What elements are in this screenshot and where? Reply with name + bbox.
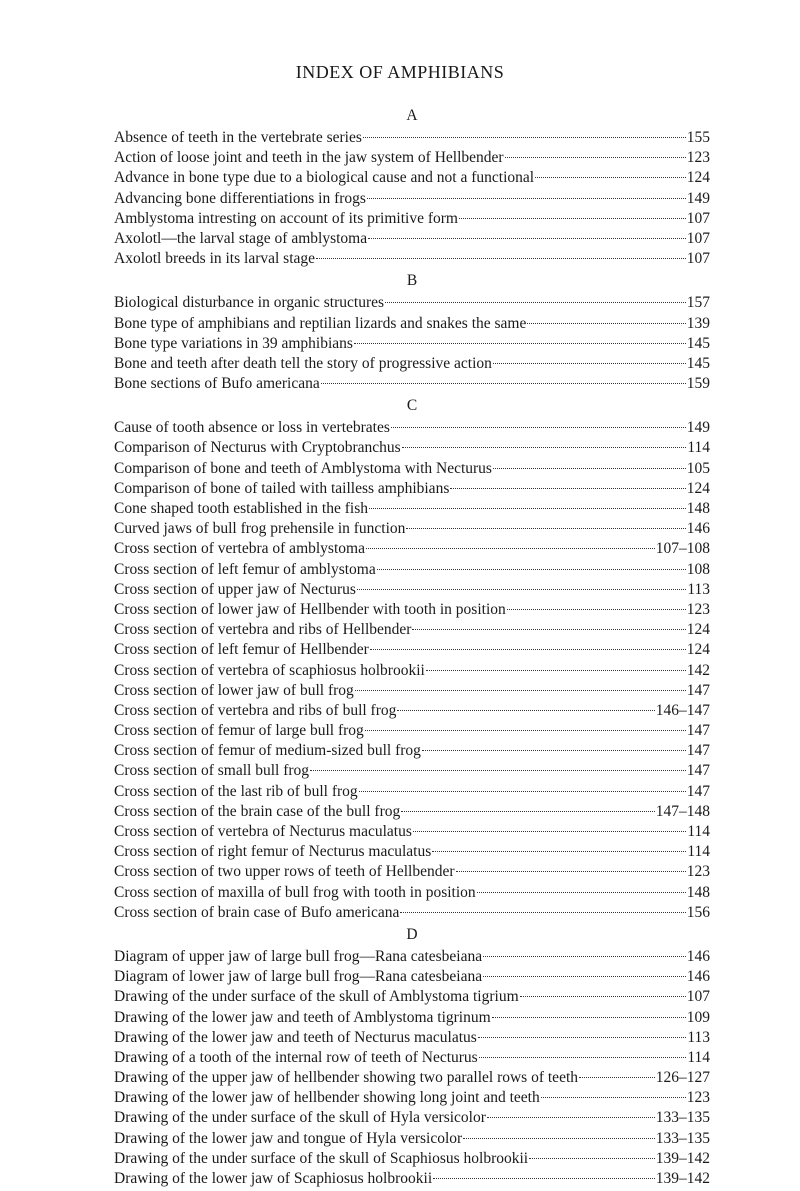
entry-text: Cross section of vertebra of Necturus maculatus <box>114 823 412 840</box>
entry-page: 107 <box>686 988 710 1006</box>
dot-leader <box>402 447 687 448</box>
entry-page: 107 <box>686 250 710 268</box>
index-entry <box>114 354 710 374</box>
entry-text: Cross section of vertebra of scaphiosus holbrookii <box>114 661 425 679</box>
dot-leader <box>357 589 686 590</box>
entry-text: Axolotl breeds in its larval stage <box>114 250 316 268</box>
entry-text: Cross section of left femur of amblystoma <box>114 560 376 578</box>
entry-text: Cross section of maxilla of bull frog with tooth in position <box>114 883 476 901</box>
index-entry <box>114 249 710 269</box>
section-letter: A <box>406 107 418 124</box>
entry-text: Bone type of amphibians and reptilian lizards and snakes the same <box>114 314 527 332</box>
entry-text: Advance in bone type due to a biological cause and not a functional <box>114 169 535 187</box>
entry-text: Cross section of lower jaw of Hellbender with tooth in position <box>114 600 506 618</box>
entry-page: 147 <box>686 742 710 760</box>
index-entry <box>114 580 710 600</box>
index-entry <box>114 209 710 229</box>
entry-text: Cross section of the brain case of the bull frog <box>114 802 401 820</box>
entry-page: 147 <box>686 722 710 740</box>
section-letter: B <box>406 272 418 290</box>
index-entry <box>114 620 710 640</box>
index-entry <box>114 741 710 761</box>
entry-page: 149 <box>686 419 710 437</box>
entry-text: Cross section of brain case of Bufo americana <box>114 903 400 921</box>
dot-leader <box>370 649 686 650</box>
entry-text: Cross section of the last rib of bull frog <box>114 782 358 800</box>
index-entry <box>114 479 710 499</box>
entry-page: 149 <box>686 189 710 207</box>
index-entry <box>114 782 710 802</box>
index-entry <box>114 600 710 620</box>
entry-page: 148 <box>686 500 710 517</box>
entry-text: Cross section of vertebra and ribs of Hellbender <box>114 621 412 639</box>
dot-leader <box>359 791 686 792</box>
entry-page: 124 <box>686 621 710 639</box>
dot-leader <box>492 1017 686 1018</box>
entry-page: 108 <box>686 560 710 578</box>
dot-leader <box>316 258 686 259</box>
entry-page: 105 <box>686 459 710 477</box>
index-entry <box>114 128 710 148</box>
dot-leader <box>579 1077 655 1078</box>
entry-page: 123 <box>686 600 710 618</box>
entry-page: 114 <box>687 823 710 840</box>
index-entry <box>114 1169 710 1189</box>
entry-text: Amblystoma intresting on account of its primitive form <box>114 209 458 227</box>
index-entry <box>114 681 710 701</box>
dot-leader <box>456 871 686 872</box>
dot-leader <box>368 238 686 239</box>
entry-text: Comparison of Necturus with Cryptobranchus <box>114 439 401 457</box>
dot-leader <box>433 1178 655 1179</box>
index-entry <box>114 168 710 188</box>
entry-text: Cause of tooth absence or loss in vertebrates <box>114 419 390 437</box>
page-title: INDEX OF AMPHIBIANS <box>295 62 505 82</box>
entry-page: 142 <box>686 661 710 679</box>
entry-page: 139 <box>686 314 710 332</box>
index-entry <box>114 721 710 741</box>
index-entry <box>114 661 710 681</box>
dot-leader <box>493 363 686 364</box>
index-entry <box>114 189 710 209</box>
dot-leader <box>505 157 686 158</box>
dot-leader <box>310 770 686 771</box>
entry-page: 124 <box>686 479 710 497</box>
dot-leader <box>369 508 686 509</box>
entry-text: Drawing of a tooth of the internal row of teeth of Necturus <box>114 1048 478 1066</box>
entry-text: Biological disturbance in organic structures <box>114 294 385 312</box>
dot-leader <box>365 730 686 731</box>
entry-text: Drawing of the under surface of the skull of Scaphiosus holbrookii <box>114 1149 529 1167</box>
dot-leader <box>535 177 686 178</box>
index-entry <box>114 148 710 168</box>
entry-text: Drawing of the lower jaw and tongue of Hyla versicolor <box>114 1129 463 1147</box>
entry-text: Bone sections of Bufo americana <box>114 375 320 393</box>
entry-text: Cone shaped tooth established in the fish <box>114 500 368 517</box>
entry-text: Comparison of bone of tailed with tailless amphibians <box>114 479 450 497</box>
entry-page: 157 <box>686 294 710 312</box>
entry-text: Advancing bone differentiations in frogs <box>114 189 366 207</box>
entry-text: Drawing of the upper jaw of hellbender showing two parallel rows of teeth <box>114 1069 579 1087</box>
index-entry <box>114 1129 710 1149</box>
entry-page: 114 <box>687 843 710 861</box>
index-entry <box>114 418 710 438</box>
entry-text: Cross section of vertebra and ribs of bull frog <box>114 701 397 719</box>
entry-text: Cross section of femur of large bull frog <box>114 722 364 740</box>
dot-leader <box>529 1158 655 1159</box>
index-entry <box>114 701 710 721</box>
dot-leader <box>487 1117 655 1118</box>
entry-page: 146–147 <box>655 701 710 719</box>
entry-text: Bone and teeth after death tell the story of progressive action <box>114 354 492 372</box>
entry-page: 156 <box>686 903 710 921</box>
index-entry <box>114 499 710 519</box>
dot-leader <box>401 811 655 812</box>
index-entry <box>114 987 710 1007</box>
entry-text: Cross section of right femur of Necturus maculatus <box>114 843 432 861</box>
dot-leader <box>426 670 686 671</box>
entry-text: Diagram of lower jaw of large bull frog—Rana catesbeiana <box>114 968 483 986</box>
dot-leader <box>413 831 686 832</box>
index-entry <box>114 761 710 781</box>
entry-page: 126–127 <box>655 1069 710 1087</box>
index-entry <box>114 1028 710 1048</box>
entry-page: 114 <box>687 439 710 457</box>
dot-leader <box>479 1057 687 1058</box>
entry-page: 107–108 <box>655 540 710 558</box>
dot-leader <box>406 528 685 529</box>
entry-page: 133–135 <box>655 1129 710 1147</box>
index-entry <box>114 640 710 660</box>
entry-page: 146 <box>686 947 710 965</box>
entry-text: Drawing of the lower jaw of hellbender showing long joint and teeth <box>114 1089 540 1107</box>
dot-leader <box>463 1138 655 1139</box>
dot-leader <box>483 976 686 977</box>
entry-text: Cross section of vertebra of amblystoma <box>114 540 365 558</box>
entry-text: Cross section of left femur of Hellbender <box>114 641 369 659</box>
entry-text: Drawing of the under surface of the skull of Amblystoma tigrium <box>114 988 519 1006</box>
section-letter: C <box>406 397 418 415</box>
entry-page: 146 <box>686 520 710 538</box>
section-entries <box>114 418 710 923</box>
entry-text: Drawing of the under surface of the skull of Hyla versicolor <box>114 1109 486 1127</box>
section-entries <box>114 293 710 394</box>
dot-leader <box>400 912 685 913</box>
index-list <box>114 104 710 1189</box>
dot-leader <box>377 569 686 570</box>
index-entry <box>114 229 710 249</box>
entry-text: Axolotl—the larval stage of amblystoma <box>114 229 368 247</box>
index-entry <box>114 1008 710 1028</box>
entry-text: Bone type variations in 39 amphibians <box>114 334 353 352</box>
section-entries <box>114 128 710 269</box>
index-entry <box>114 374 710 394</box>
dot-leader <box>483 956 686 957</box>
entry-text: Cross section of two upper rows of teeth of Hellbender <box>114 863 455 881</box>
index-entry <box>114 438 710 458</box>
dot-leader <box>354 343 686 344</box>
dot-leader <box>355 690 686 691</box>
index-entry <box>114 560 710 580</box>
index-entry <box>114 903 710 923</box>
dot-leader <box>459 218 686 219</box>
entry-text: Absence of teeth in the vertebrate series <box>114 129 362 146</box>
entry-text: Drawing of the lower jaw and teeth of Necturus maculatus <box>114 1028 477 1046</box>
entry-text: Diagram of upper jaw of large bull frog—Rana catesbeiana <box>114 947 483 965</box>
dot-leader <box>321 383 686 384</box>
dot-leader <box>493 468 686 469</box>
entry-text: Cross section of small bull frog <box>114 762 310 780</box>
dot-leader <box>363 137 686 138</box>
section-entries <box>114 947 710 1189</box>
index-entry <box>114 883 710 903</box>
index-entry <box>114 293 710 313</box>
entry-page: 113 <box>687 1028 710 1046</box>
entry-page: 124 <box>686 641 710 659</box>
entry-page: 147 <box>686 681 710 699</box>
index-entry <box>114 947 710 967</box>
entry-text: Cross section of lower jaw of bull frog <box>114 681 354 699</box>
entry-text: Curved jaws of bull frog prehensile in function <box>114 520 406 538</box>
section-letter: D <box>406 925 418 943</box>
entry-text: Action of loose joint and teeth in the jaw system of Hellbender <box>114 149 504 167</box>
index-entry <box>114 862 710 882</box>
entry-page: 133–135 <box>655 1109 710 1127</box>
dot-leader <box>397 710 654 711</box>
entry-text: Drawing of the lower jaw of Scaphiosus holbrookii <box>114 1170 433 1187</box>
index-entry <box>114 967 710 987</box>
index-entry <box>114 1149 710 1169</box>
index-entry <box>114 1068 710 1088</box>
dot-leader <box>412 629 685 630</box>
entry-page: 148 <box>686 883 710 901</box>
entry-page: 146 <box>686 968 710 986</box>
index-entry <box>114 842 710 862</box>
entry-page: 145 <box>686 334 710 352</box>
entry-page: 139–142 <box>655 1170 710 1187</box>
dot-leader <box>527 323 685 324</box>
entry-page: 123 <box>686 863 710 881</box>
index-entry <box>114 1108 710 1128</box>
entry-page: 147 <box>686 762 710 780</box>
entry-page: 147 <box>686 782 710 800</box>
entry-text: Comparison of bone and teeth of Amblystoma with Necturus <box>114 459 492 477</box>
index-entry <box>114 334 710 354</box>
entry-page: 124 <box>686 169 710 187</box>
dot-leader <box>478 1037 686 1038</box>
dot-leader <box>520 996 686 997</box>
index-entry <box>114 1088 710 1108</box>
dot-leader <box>391 427 686 428</box>
dot-leader <box>477 892 686 893</box>
entry-page: 113 <box>687 580 710 598</box>
entry-text: Drawing of the lower jaw and teeth of Amblystoma tigrinum <box>114 1008 491 1026</box>
dot-leader <box>385 302 686 303</box>
dot-leader <box>541 1097 686 1098</box>
entry-page: 145 <box>686 354 710 372</box>
dot-leader <box>432 851 686 852</box>
dot-leader <box>450 488 685 489</box>
entry-page: 147–148 <box>655 802 710 820</box>
entry-text: Cross section of femur of medium-sized bull frog <box>114 742 421 760</box>
index-entry <box>114 802 710 822</box>
entry-text: Cross section of upper jaw of Necturus <box>114 580 356 598</box>
dot-leader <box>507 609 686 610</box>
entry-page: 159 <box>686 375 710 393</box>
index-entry <box>114 1048 710 1068</box>
entry-page: 107 <box>686 229 710 247</box>
dot-leader <box>366 548 655 549</box>
index-entry <box>114 539 710 559</box>
index-entry <box>114 314 710 334</box>
entry-page: 155 <box>686 129 710 146</box>
index-entry <box>114 459 710 479</box>
dot-leader <box>422 750 686 751</box>
entry-page: 123 <box>686 149 710 167</box>
entry-page: 139–142 <box>655 1149 710 1167</box>
entry-page: 123 <box>686 1089 710 1107</box>
index-entry <box>114 822 710 842</box>
dot-leader <box>367 198 686 199</box>
index-entry <box>114 519 710 539</box>
entry-page: 109 <box>686 1008 710 1026</box>
entry-page: 107 <box>686 209 710 227</box>
entry-page: 114 <box>687 1048 710 1066</box>
